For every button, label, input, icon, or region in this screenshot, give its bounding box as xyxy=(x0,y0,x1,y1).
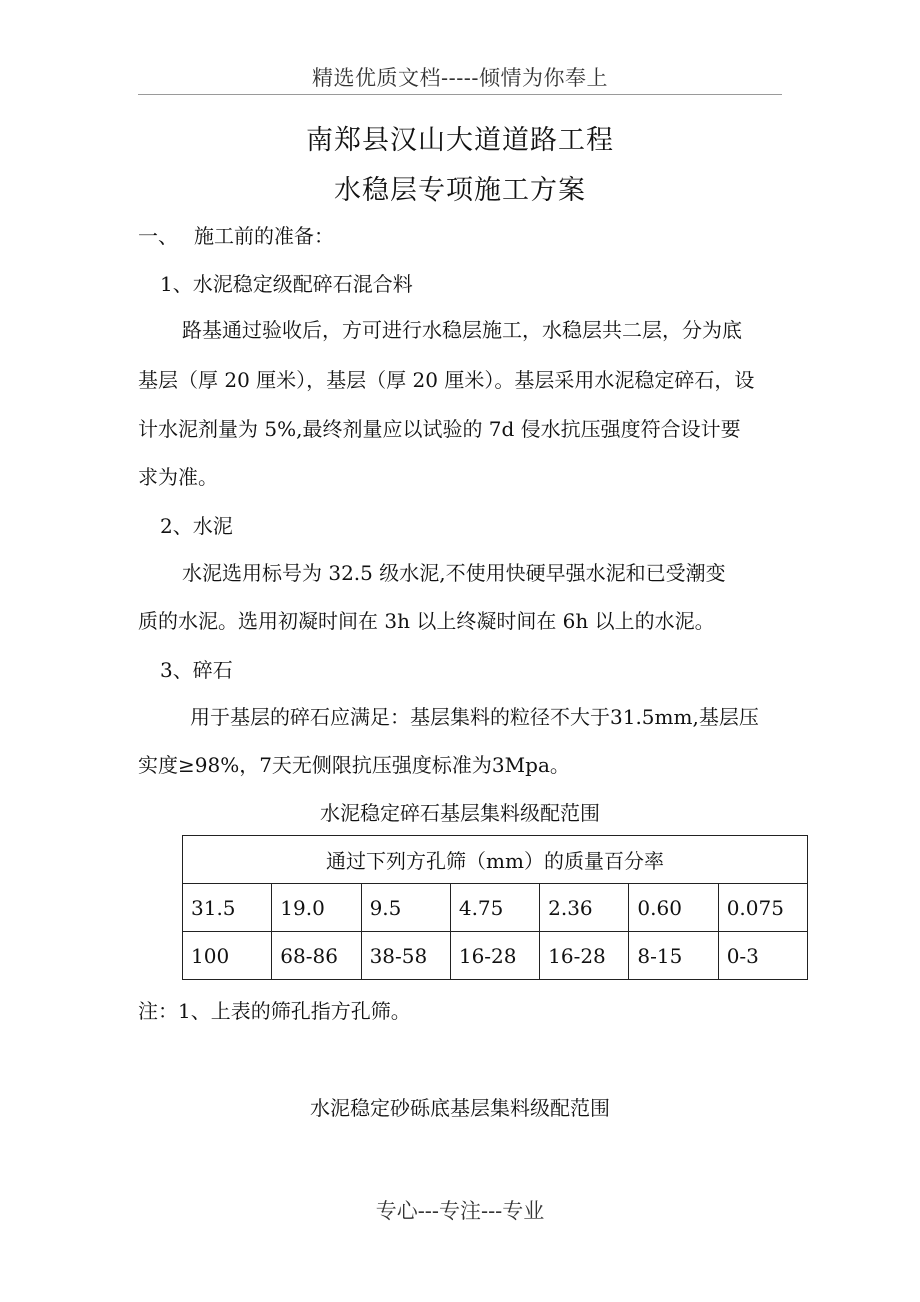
paragraph-line: 路基通过验收后，方可进行水稳层施工，水稳层共二层，分为底 xyxy=(182,318,742,342)
paragraph-line: 水泥选用标号为 32.5 级水泥,不使用快硬早强水泥和已受潮变 xyxy=(182,561,726,585)
table-cell: 0.60 xyxy=(629,884,718,932)
table-cell: 38-58 xyxy=(361,932,450,980)
section-number: 一、 xyxy=(138,224,178,248)
table-cell: 8-15 xyxy=(629,932,718,980)
item-heading-3: 3、碎石 xyxy=(160,658,233,682)
paragraph-line: 基层（厚 20 厘米），基层（厚 20 厘米）。基层采用水泥稳定碎石，设 xyxy=(138,368,755,392)
table-header-row xyxy=(183,836,808,884)
table-cell: 9.5 xyxy=(361,884,450,932)
table-caption-2: 水泥稳定砂砾底基层集料级配范围 xyxy=(310,1096,610,1120)
page-header: 精选优质文档-----倾情为你奉上 xyxy=(312,66,608,90)
page-footer: 专心---专注---专业 xyxy=(375,1199,545,1223)
table-caption: 水泥稳定碎石基层集料级配范围 xyxy=(320,801,600,825)
paragraph-line: 求为准。 xyxy=(138,465,218,489)
paragraph-line: 质的水泥。选用初凝时间在 3h 以上终凝时间在 6h 以上的水泥。 xyxy=(138,609,715,633)
table-cell: 0-3 xyxy=(718,932,807,980)
table-cell: 100 xyxy=(183,932,272,980)
section-heading xyxy=(138,220,334,249)
table-header-cell: 通过下列方孔筛（mm）的质量百分率 xyxy=(183,836,808,884)
paragraph-line: 用于基层的碎石应满足：基层集料的粒径不大于31.5mm,基层压 xyxy=(190,705,759,729)
table-row-passing xyxy=(183,932,808,980)
header-divider xyxy=(138,94,782,95)
document-title: 南郑县汉山大道道路工程 xyxy=(306,125,614,156)
document-subtitle: 水稳层专项施工方案 xyxy=(334,175,586,206)
table-cell: 16-28 xyxy=(450,932,539,980)
paragraph-line: 实度≥98%，7天无侧限抗压强度标准为3Mpa。 xyxy=(138,753,570,777)
section-label: 施工前的准备： xyxy=(194,224,334,248)
table-cell: 0.075 xyxy=(718,884,807,932)
table-cell: 19.0 xyxy=(272,884,361,932)
table-cell: 16-28 xyxy=(540,932,629,980)
table-row-sieve-sizes xyxy=(183,884,808,932)
paragraph-line: 计水泥剂量为 5%,最终剂量应以试验的 7d 侵水抗压强度符合设计要 xyxy=(138,417,741,441)
gradation-table xyxy=(182,835,808,980)
item-heading-2: 2、水泥 xyxy=(160,514,233,538)
table-cell: 4.75 xyxy=(450,884,539,932)
item-heading-1: 1、水泥稳定级配碎石混合料 xyxy=(160,272,413,296)
table-cell: 2.36 xyxy=(540,884,629,932)
table-note: 注：1、上表的筛孔指方孔筛。 xyxy=(138,999,411,1023)
table-cell: 68-86 xyxy=(272,932,361,980)
table-cell: 31.5 xyxy=(183,884,272,932)
